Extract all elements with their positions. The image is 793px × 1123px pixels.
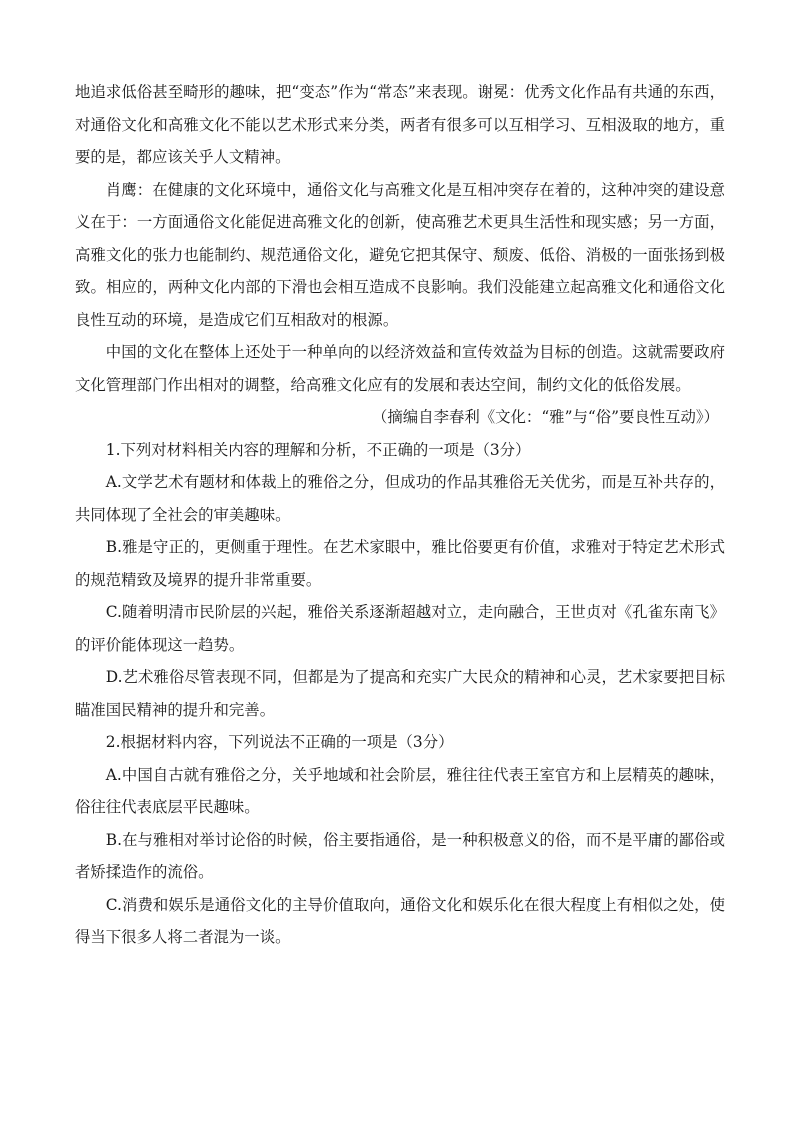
document-page [75, 76, 725, 954]
question-2-option-a: A.中国自古就有雅俗之分，关乎地域和社会阶层，雅往往代表王室官方和上层精英的趣味，俗往往代表底层平民趣味。 [75, 765, 725, 816]
paragraph-continued: 地追求低俗甚至畸形的趣味，把“变态”作为“常态”来表现。谢冕：优秀文化作品有共通的东西，对通俗文化和高雅文化不能以艺术形式来分类，两者有很多可以互相学习、互相汲取的地方，重要的是，都应该关乎人文精神。 [75, 83, 725, 166]
question-1-option-a: A.文学艺术有题材和体裁上的雅俗之分，但成功的作品其雅俗无关优劣，而是互补共存的，共同体现了全社会的审美趣味。 [75, 473, 725, 524]
paragraph-conclusion: 中国的文化在整体上还处于一种单向的以经济效益和宣传效益为目标的创造。这就需要政府文化管理部门作出相对的调整，给高雅文化应有的发展和表达空间，制约文化的低俗发展。 [75, 343, 725, 394]
question-1-option-d: D.艺术雅俗尽管表现不同，但都是为了提高和充实广大民众的精神和心灵，艺术家要把目标瞄准国民精神的提升和完善。 [75, 668, 725, 719]
question-1-option-c: C.随着明清市民阶层的兴起，雅俗关系逐渐超越对立，走向融合，王世贞对《孔雀东南飞》的评价能体现这一趋势。 [75, 603, 725, 654]
question-2-stem: 2.根据材料内容，下列说法不正确的一项是（3分） [105, 733, 454, 751]
question-1-stem: 1.下列对材料相关内容的理解和分析，不正确的一项是（3分） [105, 440, 531, 459]
paragraph-xiao-ying: 肖鹰：在健康的文化环境中，通俗文化与高雅文化是互相冲突存在着的，这种冲突的建设意义在于：一方面通俗文化能促进高雅文化的创新，使高雅艺术更具生活性和现实感；另一方面，高雅文化的张力也能制约、规范通俗文化，避免它把其保守、颓废、低俗、消极的一面张扬到极致。相应的，两种文化内部的下滑也会相互造成不良影响。我们没能建立起高雅文化和通俗文化良性互动的环境，是造成它们互相敌对的根源。 [75, 180, 725, 329]
source-citation: （摘编自李春利《文化：“雅”与“俗”要良性互动》） [372, 408, 719, 426]
question-1-option-b: B.雅是守正的，更侧重于理性。在艺术家眼中，雅比俗要更有价值，求雅对于特定艺术形式的规范精致及境界的提升非常重要。 [75, 538, 725, 589]
question-2-option-b: B.在与雅相对举讨论俗的时候，俗主要指通俗，是一种积极意义的俗，而不是平庸的鄙俗或者矫揉造作的流俗。 [75, 830, 725, 881]
question-2-option-c: C.消费和娱乐是通俗文化的主导价值取向，通俗文化和娱乐化在很大程度上有相似之处，使得当下很多人将二者混为一谈。 [75, 895, 725, 946]
